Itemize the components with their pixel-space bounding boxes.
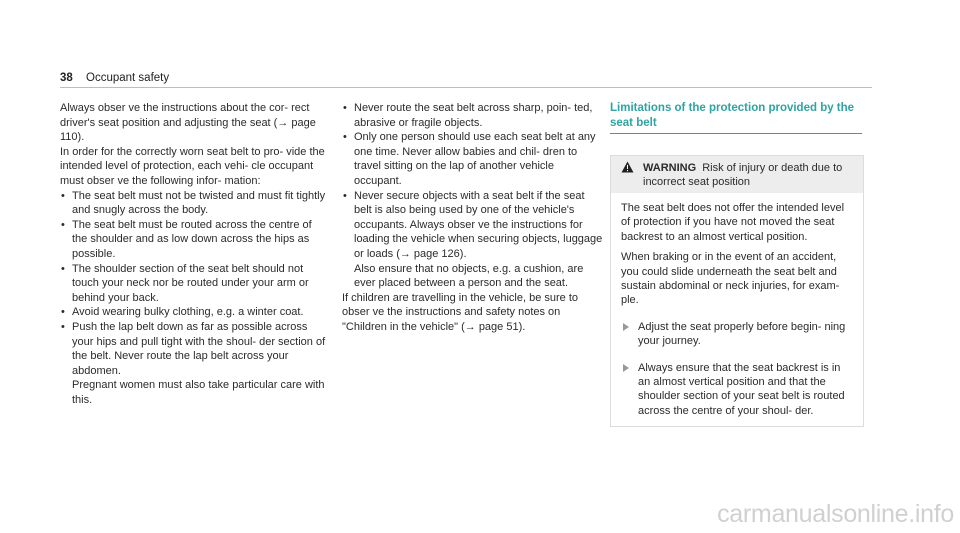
warning-paragraph: The seat belt does not offer the intended level of protection if you have not moved the seat backrest to an almost vertical position.: [621, 202, 845, 243]
pregnancy-note: Pregnant women must also take particular care with this.: [72, 379, 325, 406]
warning-body: [611, 193, 863, 426]
header-divider: [60, 87, 872, 88]
list-item: • The shoulder section of the seat belt should not touch your neck nor be routed under your arm or behind your back.: [60, 262, 330, 306]
action-text: Always ensure that the seat backrest is in an almost vertical position and that the shoulder section of your seat belt is routed across the centre of your shoul- der.: [638, 361, 845, 417]
warning-heading: Risk of injury or death due to incorrect seat position: [643, 162, 843, 188]
section-heading: Limitations of the protection provided by the seat belt: [610, 101, 862, 134]
warning-paragraph: When braking or in the event of an accident, you could slide underneath the seat belt and sustain abdominal or neck injuries, for exam- ple.: [621, 251, 840, 307]
list-item: • Never route the seat belt across sharp, poin- ted, abrasive or fragile objects.: [342, 101, 604, 130]
list-item: • Push the lap belt down as far as possible across your hips and pull tight with the shoul- der section of the belt. Never route the lap belt across your abdomen.: [60, 320, 330, 378]
action-arrow-icon: [623, 323, 629, 331]
warning-label: WARNING: [643, 162, 697, 174]
warning-header: [611, 156, 863, 193]
list-item: • Never secure objects with a seat belt if the seat belt is also being used by one of the vehicle's occupants. Always obser ve the instructions for loading the vehicle when securing objects, luggage or loads (→ page 126).: [342, 189, 604, 262]
warning-triangle-icon: [621, 161, 634, 173]
action-text: Adjust the seat properly before begin- ning your journey.: [638, 320, 846, 348]
column-middle: [342, 101, 604, 335]
column-right: [610, 101, 864, 427]
action-arrow-icon: [623, 364, 629, 372]
warning-box: [610, 155, 864, 427]
column-left: [60, 101, 330, 407]
info-paragraph: In order for the correctly worn seat belt to pro- vide the intended level of protection, each vehi- cle occupant must obser ve the following infor- mation:: [60, 145, 325, 187]
intro-paragraph: Always obser ve the instructions about the cor- rect driver's seat position and adjusting the seat (→ page 110).: [60, 102, 316, 144]
section-title: Occupant safety: [86, 72, 170, 84]
belt-rules-list: [60, 189, 330, 379]
page-number: 38: [60, 72, 73, 84]
action-step: [621, 320, 853, 349]
list-item: • The seat belt must not be twisted and must fit tightly and snugly across the body.: [60, 189, 330, 218]
watermark: carmanualsonline.info: [717, 500, 954, 528]
cushion-note: Also ensure that no objects, e.g. a cushion, are ever placed between a person and the seat.: [354, 262, 584, 290]
list-item: • Avoid wearing bulky clothing, e.g. a winter coat.: [60, 305, 330, 320]
list-item: • The seat belt must be routed across the centre of the shoulder and as low down across the hips as possible.: [60, 218, 330, 262]
children-paragraph: If children are travelling in the vehicle, be sure to obser ve the instructions and safety notes on "Children in the vehicle" (→ page 51).: [342, 291, 579, 333]
page-header: [60, 72, 169, 84]
belt-rules-list-continued: [342, 101, 604, 262]
action-step: [621, 361, 853, 419]
list-item: • Only one person should use each seat belt at any one time. Never allow babies and chil- dren to travel sitting on the lap of another vehicle occupant.: [342, 130, 604, 188]
